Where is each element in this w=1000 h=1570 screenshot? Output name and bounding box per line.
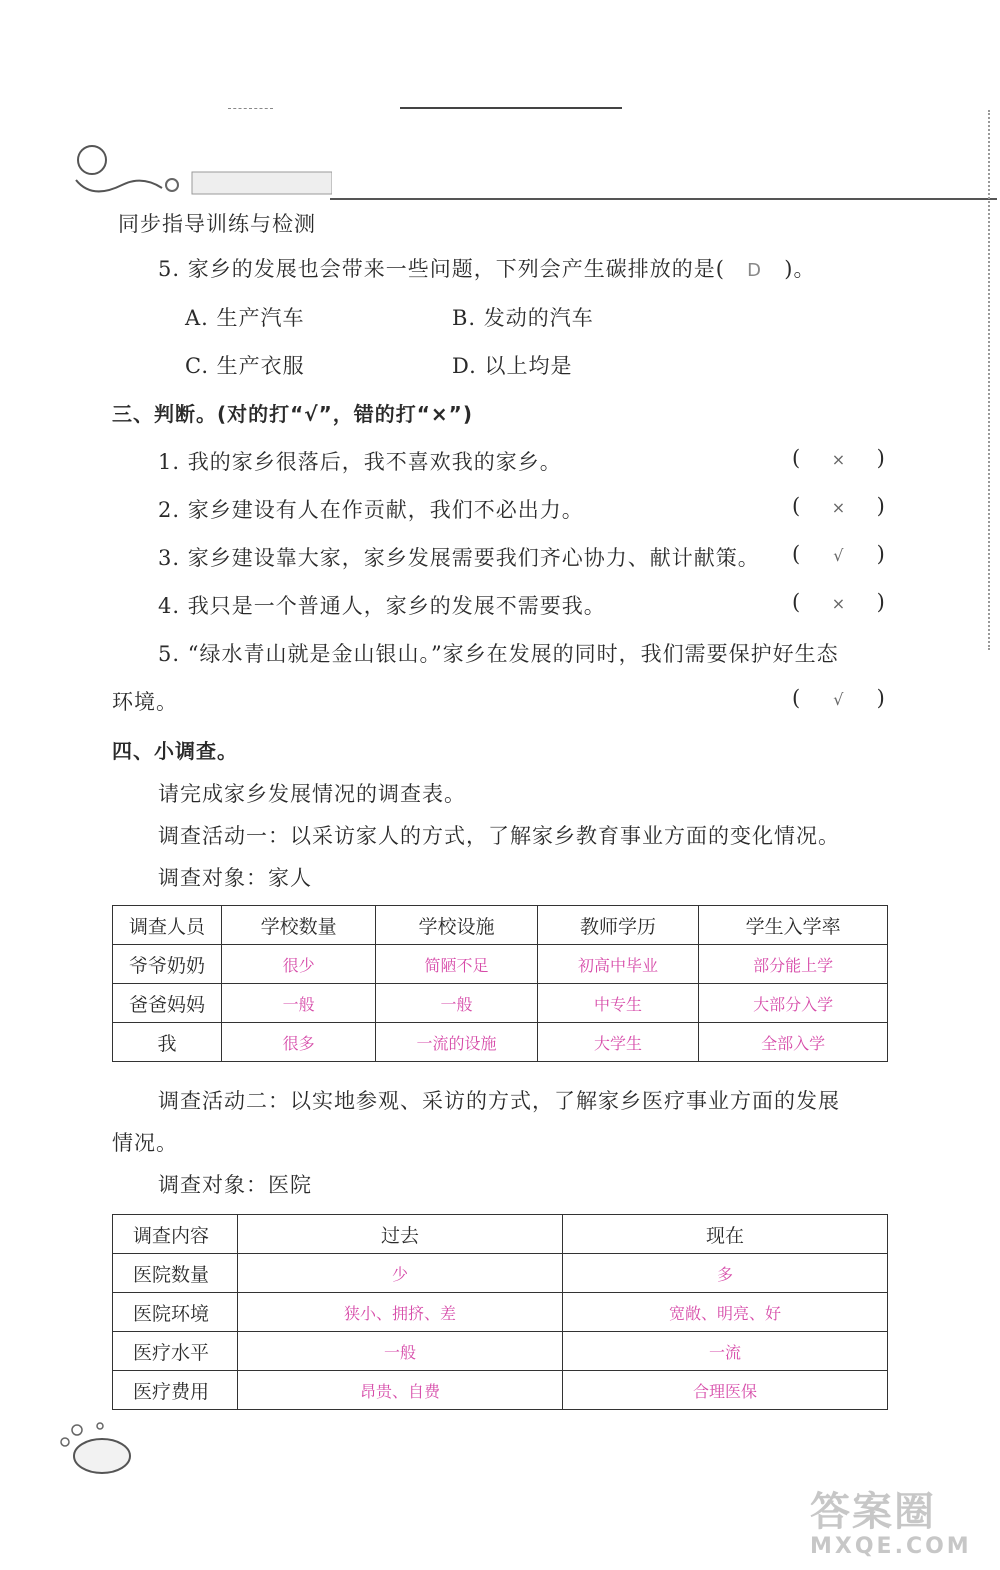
header-dash-left [228, 108, 273, 109]
judge-answer-4: × [831, 594, 847, 613]
table-header-cell: 过去 [238, 1215, 563, 1254]
target1: 调查对象：家人 [158, 866, 312, 890]
table-row [113, 1023, 888, 1062]
table-cell-answer: 一流的设施 [376, 1023, 538, 1062]
paren-open: ( [792, 446, 802, 470]
q5-stem [158, 253, 815, 283]
activity2: 调查活动二：以实地参观、采访的方式，了解家乡医疗事业方面的发展 [158, 1089, 840, 1113]
section4-intro: 请完成家乡发展情况的调查表。 [158, 782, 466, 806]
judge-paren-3 [792, 542, 887, 566]
book-title: 同步指导训练与检测 [118, 212, 316, 236]
table-cell-answer: 一般 [238, 1332, 563, 1371]
table-cell-answer: 大部分入学 [699, 984, 888, 1023]
judge-item-3: 3. 家乡建设靠大家，家乡发展需要我们齐心协力、献计献策。 [158, 546, 760, 570]
table-cell-person: 爷爷奶奶 [113, 945, 222, 984]
table-row [113, 945, 888, 984]
table-header-row [113, 906, 888, 945]
table-cell-answer: 初高中毕业 [537, 945, 699, 984]
table-cell-person: 我 [113, 1023, 222, 1062]
paren-open: ( [792, 542, 802, 566]
paren-open: ( [792, 590, 802, 614]
section4-title: 四、小调查。 [112, 739, 238, 763]
table-header-cell: 调查内容 [113, 1215, 238, 1254]
table-cell-answer: 狭小、拥挤、差 [238, 1293, 563, 1332]
table-cell-person: 爸爸妈妈 [113, 984, 222, 1023]
table-cell-answer: 一般 [222, 984, 376, 1023]
table-cell-answer: 少 [238, 1254, 563, 1293]
table-cell-answer: 宽敞、明亮、好 [563, 1293, 888, 1332]
paren-open: ( [792, 686, 802, 710]
activity1: 调查活动一：以采访家人的方式，了解家乡教育事业方面的变化情况。 [158, 824, 840, 848]
q5-option-c: C. 生产衣服 [185, 354, 305, 378]
target2: 调查对象：医院 [158, 1173, 312, 1197]
table-cell-item: 医疗费用 [113, 1371, 238, 1410]
table-cell-answer: 中专生 [537, 984, 699, 1023]
table-header-cell: 教师学历 [537, 906, 699, 945]
table-header-row [113, 1215, 888, 1254]
judge-answer-3: √ [833, 546, 845, 565]
table-cell-item: 医院环境 [113, 1293, 238, 1332]
table-cell-answer: 一流 [563, 1332, 888, 1371]
table-row [113, 1332, 888, 1371]
watermark-url: MXQE.COM [810, 1534, 972, 1559]
binding-edge [988, 110, 996, 650]
table-cell-answer: 昂贵、自费 [238, 1371, 563, 1410]
header-cartoon-logo [62, 140, 122, 200]
table-header-cell: 学生入学率 [699, 906, 888, 945]
table-row [113, 1371, 888, 1410]
table-header-cell: 调查人员 [113, 906, 222, 945]
table-row [113, 984, 888, 1023]
judge-answer-1: × [831, 450, 847, 469]
paren-close: ) [876, 686, 886, 710]
judge-paren-4 [792, 590, 887, 614]
watermark-logo [810, 1490, 990, 1565]
judge-answer-5: √ [833, 690, 845, 709]
judge-paren-2 [792, 494, 887, 518]
table-cell-answer: 很少 [222, 945, 376, 984]
table-row [113, 1293, 888, 1332]
table-cell-answer: 简陋不足 [376, 945, 538, 984]
q5-option-b: B. 发动的汽车 [452, 306, 594, 330]
judge-answer-2: × [831, 498, 847, 517]
activity2-cont: 情况。 [112, 1131, 178, 1155]
table-cell-answer: 大学生 [537, 1023, 699, 1062]
paren-close: ) [876, 494, 886, 518]
survey-table-2 [112, 1214, 888, 1410]
judge-item-1: 1. 我的家乡很落后，我不喜欢我的家乡。 [158, 450, 562, 474]
judge-item-2: 2. 家乡建设有人在作贡献，我们不必出力。 [158, 498, 584, 522]
table-cell-item: 医院数量 [113, 1254, 238, 1293]
table-header-cell: 现在 [563, 1215, 888, 1254]
table-cell-answer: 很多 [222, 1023, 376, 1062]
table-cell-answer: 多 [563, 1254, 888, 1293]
table-row [113, 1254, 888, 1293]
judge-item-4: 4. 我只是一个普通人，家乡的发展不需要我。 [158, 594, 606, 618]
judge-paren-5 [792, 686, 887, 710]
table-cell-answer: 合理医保 [563, 1371, 888, 1410]
header-rule [330, 198, 997, 200]
watermark-logo-text: 答案圈 [810, 1489, 936, 1535]
paren-open: ( [792, 494, 802, 518]
table-cell-answer: 一般 [376, 984, 538, 1023]
table-cell-answer: 部分能上学 [699, 945, 888, 984]
page-number-bubble [55, 1418, 145, 1482]
q5-stem-text: 5. 家乡的发展也会带来一些问题，下列会产生碳排放的是( [158, 257, 725, 281]
table-cell-answer: 全部入学 [699, 1023, 888, 1062]
judge-paren-1 [792, 446, 887, 470]
judge-item-5-cont: 环境。 [112, 690, 178, 714]
section3-title: 三、判断。(对的打“√”，错的打“×”) [112, 402, 473, 426]
q5-option-d: D. 以上均是 [452, 354, 573, 378]
q5-stem-end: )。 [784, 257, 816, 281]
paren-close: ) [876, 542, 886, 566]
judge-item-5: 5. “绿水青山就是金山银山。”家乡在发展的同时，我们需要保护好生态 [158, 642, 839, 666]
table-header-cell: 学校数量 [222, 906, 376, 945]
survey-table-1 [112, 905, 888, 1062]
paren-close: ) [876, 446, 886, 470]
paren-close: ) [876, 590, 886, 614]
q5-answer: D [747, 260, 763, 281]
q5-option-a: A. 生产汽车 [185, 306, 305, 330]
header-rule-top [400, 107, 622, 109]
table-cell-item: 医疗水平 [113, 1332, 238, 1371]
table-header-cell: 学校设施 [376, 906, 538, 945]
